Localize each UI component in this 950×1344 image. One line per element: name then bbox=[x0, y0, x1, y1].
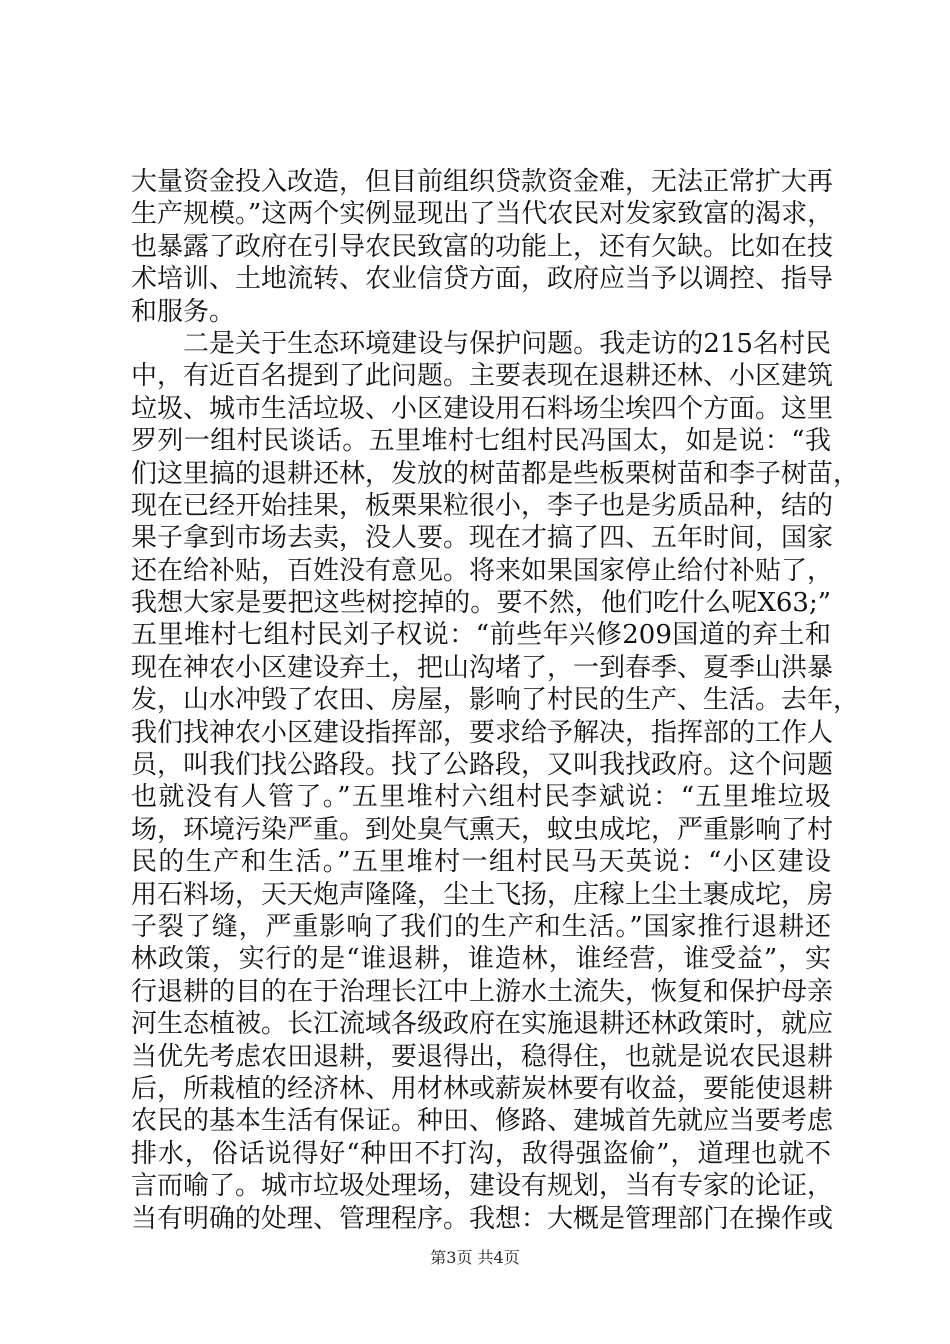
text-line: 果子拿到市场去卖，没人要。现在才搞了四、五年时间，国家 bbox=[131, 523, 834, 554]
text-line: 当有明确的处理、管理程序。我想：大概是管理部门在操作或 bbox=[131, 1203, 834, 1234]
text-line: 场，环境污染严重。到处臭气熏天，蚊虫成坨，严重影响了村 bbox=[131, 814, 834, 845]
text-line: 河生态植被。长江流域各级政府在实施退耕还林政策时，就应 bbox=[131, 1009, 834, 1040]
text-line: 也就没有人管了。”五里堆村六组村民李斌说：“五里堆垃圾 bbox=[131, 782, 831, 813]
text-line: 也暴露了政府在引导农民致富的功能上，还有欠缺。比如在技 bbox=[131, 231, 834, 262]
text-line: 们这里搞的退耕还林，发放的树苗都是些板栗树苗和李子树苗， bbox=[131, 458, 860, 489]
text-line: 行退耕的目的在于治理长江中上游水土流失，恢复和保护母亲 bbox=[131, 976, 834, 1007]
text-line: 和服务。 bbox=[131, 296, 236, 327]
text-line: 农民的基本生活有保证。种田、修路、建城首先就应当要考虑 bbox=[131, 1106, 834, 1137]
text-line: 用石料场，天天炮声隆隆，尘土飞扬，庄稼上尘土裹成坨，房 bbox=[131, 879, 834, 910]
text-line: 二是关于生态环境建设与保护问题。我走访的215名村民 bbox=[131, 328, 831, 359]
text-line: 现在已经开始挂果，板栗果粒很小，李子也是劣质品种，结的 bbox=[131, 490, 834, 521]
text-line: 现在神农小区建设弃土，把山沟堵了，一到春季、夏季山洪暴 bbox=[131, 652, 834, 683]
page-number-label: 第3页 共4页 bbox=[430, 1248, 520, 1267]
text-line: 员，叫我们找公路段。找了公路段，又叫我找政府。这个问题 bbox=[131, 750, 834, 781]
text-line: 五里堆村七组村民刘子权说：“前些年兴修209国道的弃土和 bbox=[131, 620, 831, 651]
text-line: 言而喻了。城市垃圾处理场，建设有规划，当有专家的论证， bbox=[131, 1171, 834, 1202]
text-line: 罗列一组村民谈话。五里堆村七组村民冯国太，如是说：“我 bbox=[131, 426, 831, 457]
page-footer bbox=[0, 1245, 950, 1268]
text-line: 发，山水冲毁了农田、房屋，影响了村民的生产、生活。去年， bbox=[131, 685, 860, 716]
text-line: 后，所栽植的经济林、用材林或薪炭林要有收益，要能使退耕 bbox=[131, 1073, 834, 1104]
text-line: 当优先考虑农田退耕，要退得出，稳得住，也就是说农民退耕 bbox=[131, 1041, 834, 1072]
text-line: 还在给补贴，百姓没有意见。将来如果国家停止给付补贴了， bbox=[131, 555, 834, 586]
text-line: 我想大家是要把这些树挖掉的。要不然，他们吃什么呢X63;” bbox=[131, 588, 831, 619]
text-line: 子裂了缝，严重影响了我们的生产和生活。”国家推行退耕还 bbox=[131, 911, 831, 942]
document-body bbox=[131, 166, 860, 1235]
text-line: 大量资金投入改造，但目前组织贷款资金难，无法正常扩大再 bbox=[131, 167, 834, 197]
text-line: 垃圾、城市生活垃圾、小区建设用石料场尘埃四个方面。这里 bbox=[131, 393, 834, 424]
text-line: 我们找神农小区建设指挥部，要求给予解决，指挥部的工作人 bbox=[131, 717, 834, 748]
text-line: 中，有近百名提到了此问题。主要表现在退耕还林、小区建筑 bbox=[131, 361, 834, 392]
text-line: 生产规模。”这两个实例显现出了当代农民对发家致富的渴求， bbox=[131, 199, 834, 230]
text-line: 民的生产和生活。”五里堆村一组村民马天英说：“小区建设 bbox=[131, 847, 831, 878]
text-line: 林政策，实行的是“谁退耕，谁造林，谁经营，谁受益”，实 bbox=[131, 944, 831, 975]
text-line: 术培训、土地流转、农业信贷方面，政府应当予以调控、指导 bbox=[131, 264, 834, 295]
text-line: 排水，俗话说得好“种田不打沟，敌得强盗偷”，道理也就不 bbox=[131, 1138, 831, 1169]
